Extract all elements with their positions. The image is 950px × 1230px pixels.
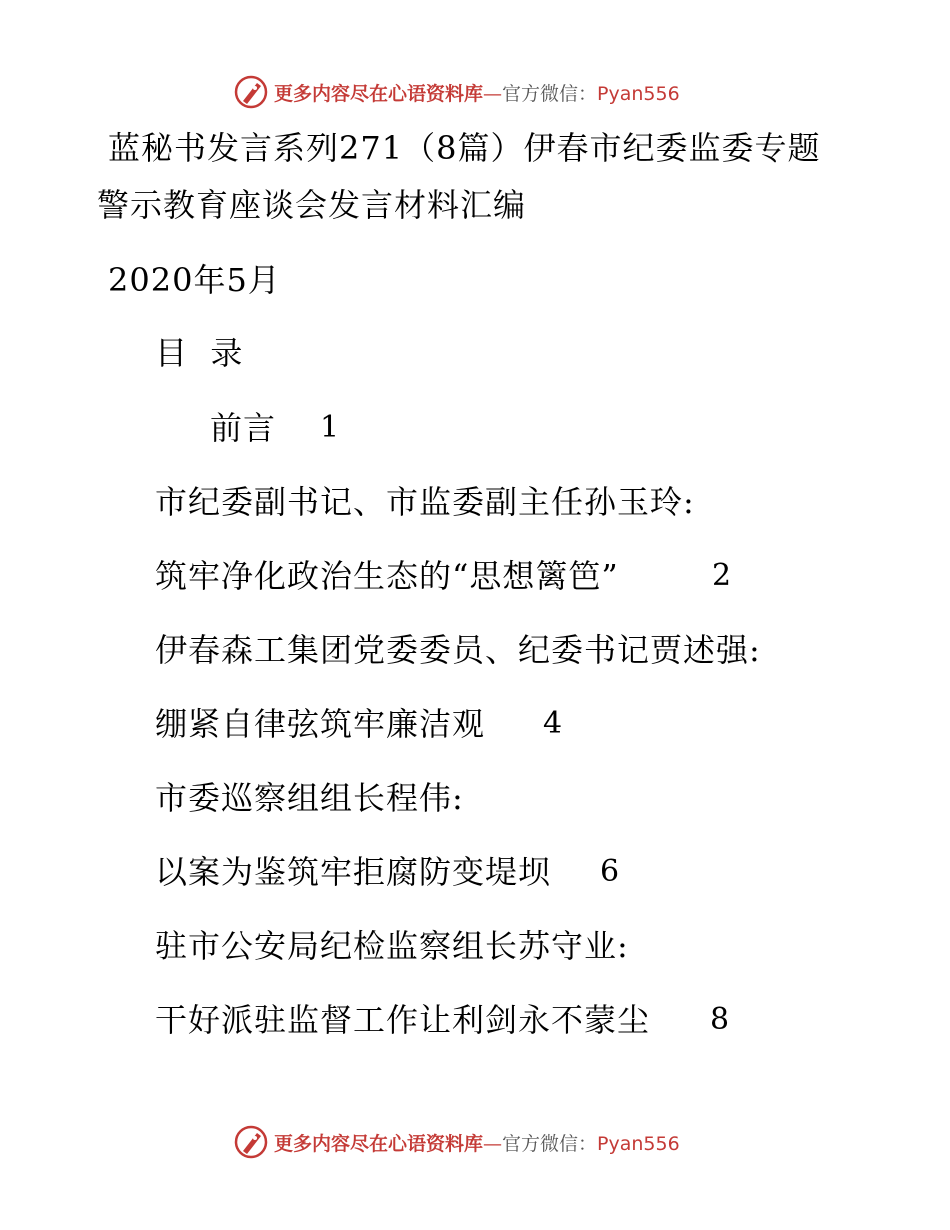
watermark-footer bbox=[0, 1122, 950, 1162]
watermark-brand: 更多内容尽在心语资料库 bbox=[274, 1133, 484, 1155]
toc-entry-title: 筑牢净化政治生态的“思想篱笆” bbox=[155, 557, 619, 595]
watermark-label: 官方微信： bbox=[502, 83, 598, 105]
watermark-dash: — bbox=[483, 1133, 503, 1155]
toc-entry-speaker: 驻市公安局纪检监察组长苏守业: bbox=[155, 927, 629, 965]
document-title-line-1: 蓝秘书发言系列271（8篇）伊春市纪委监委专题 bbox=[108, 129, 821, 167]
watermark-text bbox=[274, 79, 680, 106]
toc-heading: 目 录 bbox=[155, 334, 244, 372]
watermark-dash: — bbox=[483, 83, 503, 105]
toc-entry-speaker: 伊春森工集团党委委员、纪委书记贾述强: bbox=[155, 631, 761, 669]
toc-entry-speaker: 市委巡察组组长程伟: bbox=[155, 779, 464, 817]
toc-entry-title: 绷紧自律弦筑牢廉洁观 bbox=[155, 705, 486, 743]
toc-page-number: 2 bbox=[712, 558, 732, 593]
toc-entry-title: 以案为鉴筑牢拒腐防变堤坝 bbox=[155, 853, 552, 891]
watermark-id: Pyan556 bbox=[597, 1133, 680, 1155]
watermark-id: Pyan556 bbox=[597, 83, 680, 105]
toc-page-number: 4 bbox=[543, 706, 563, 741]
watermark-header bbox=[0, 72, 950, 112]
document-title-line-2: 警示教育座谈会发言材料汇编 bbox=[97, 186, 527, 224]
toc-page-number: 6 bbox=[600, 854, 620, 889]
document-date: 2020年5月 bbox=[108, 261, 281, 299]
pen-nib-logo-icon bbox=[233, 74, 269, 110]
toc-page-number: 8 bbox=[710, 1002, 730, 1037]
toc-entry-preface: 前言 bbox=[210, 409, 277, 447]
watermark-label: 官方微信： bbox=[502, 1133, 598, 1155]
pen-nib-logo-icon bbox=[233, 1124, 269, 1160]
toc-entry-title: 干好派驻监督工作让利剑永不蒙尘 bbox=[155, 1001, 651, 1039]
watermark-text bbox=[274, 1129, 680, 1156]
toc-page-number: 1 bbox=[320, 410, 340, 445]
watermark-brand: 更多内容尽在心语资料库 bbox=[274, 83, 484, 105]
toc-entry-speaker: 市纪委副书记、市监委副主任孙玉玲: bbox=[155, 483, 695, 521]
